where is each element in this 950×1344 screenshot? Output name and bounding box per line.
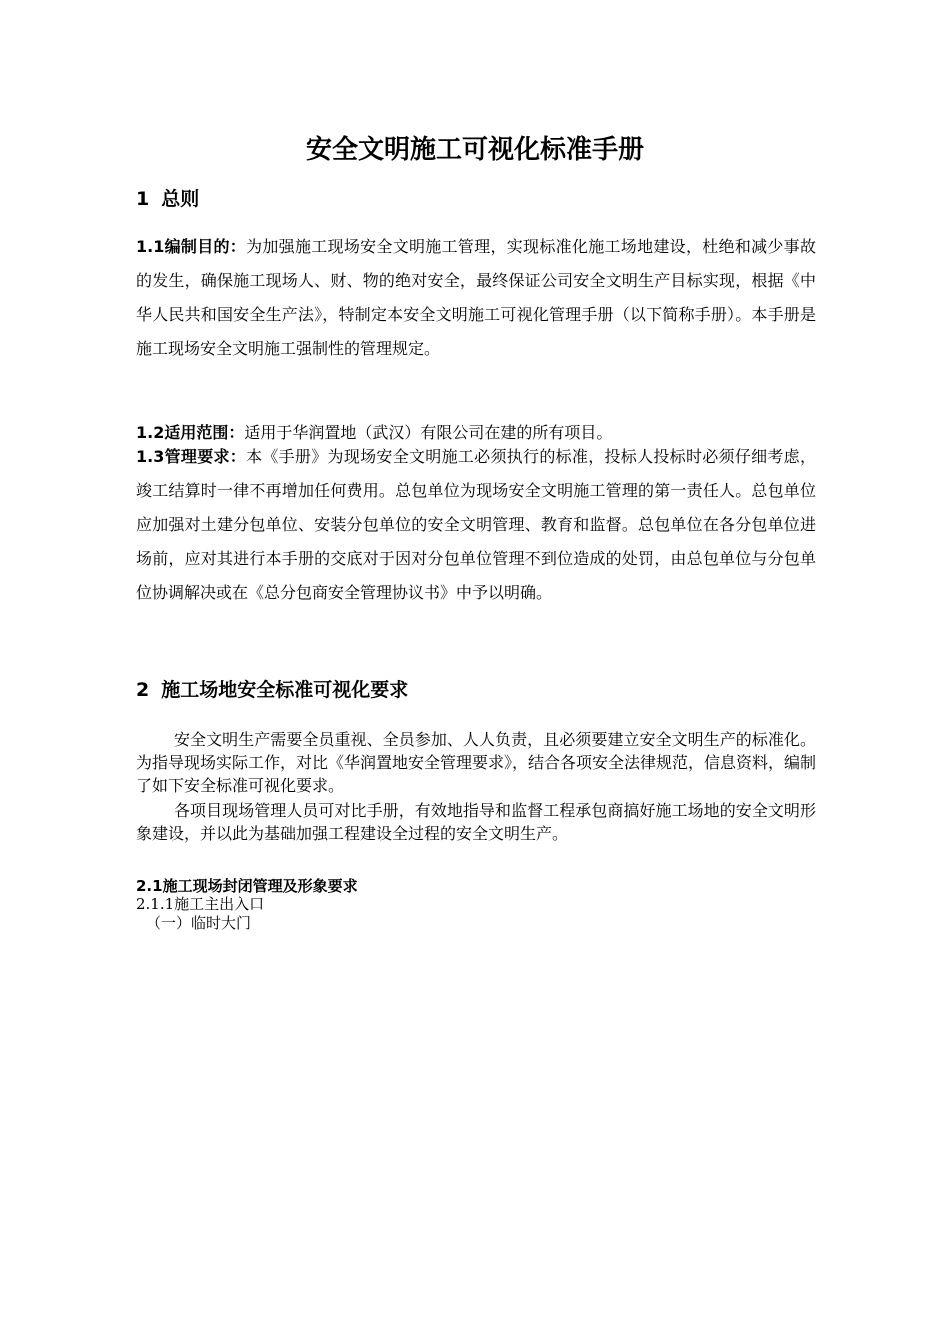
section-2-paragraph-2: 各项目现场管理人员可对比手册，有效地指导和监督工程承包商搞好施工场地的安全文明形象建设，并以此为基础加强工程建设全过程的安全文明生产。 bbox=[136, 801, 816, 843]
section-2-number: 2 bbox=[136, 679, 150, 701]
section-2-title: 施工场地安全标准可视化要求 bbox=[161, 679, 409, 701]
item-1-1-paragraph bbox=[136, 230, 816, 366]
item-1-1-label: 1.1编制目的： bbox=[136, 237, 247, 256]
document-title: 安全文明施工可视化标准手册 bbox=[305, 135, 644, 165]
item-1-2-label: 1.2适用范围： bbox=[136, 423, 245, 442]
subsection-2-1-1-heading: 2.1.1施工主出入口 bbox=[136, 895, 265, 913]
section-1-title: 总则 bbox=[161, 188, 200, 210]
item-1-3-label: 1.3管理要求： bbox=[136, 447, 247, 466]
section-2-heading bbox=[136, 676, 408, 704]
list-item-temporary-gate: （一）临时大门 bbox=[146, 914, 252, 932]
section-1-heading bbox=[136, 185, 199, 213]
item-1-3-paragraph bbox=[136, 440, 816, 610]
subsection-2-1-heading: 2.1施工现场封闭管理及形象要求 bbox=[136, 877, 358, 895]
section-2-paragraph-1: 安全文明生产需要全员重视、全员参加、人人负责，且必须要建立安全文明生产的标准化。为指导现场实际工作，对比《华润置地安全管理要求》，结合各项安全法律规范，信息资料，编制了如下安全标准可视化要求。 bbox=[136, 730, 817, 795]
item-1-2-text: 适用于华润置地（武汉）有限公司在建的所有项目。 bbox=[244, 423, 613, 442]
item-1-1-text: 为加强施工现场安全文明施工管理，实现标准化施工场地建设，杜绝和减少事故的发生，确保施工现场人、财、物的绝对安全，最终保证公司安全文明生产目标实现，根据《中华人民共和国安全生产法》，特制定本安全文明施工可视化管理手册（以下简称手册）。本手册是施工现场安全文明施工强制性的管理规定。 bbox=[136, 237, 816, 358]
item-1-3-text: 本《手册》为现场安全文明施工必须执行的标准，投标人投标时必须仔细考虑，竣工结算时一律不再增加任何费用。总包单位为现场安全文明施工管理的第一责任人。总包单位应加强对土建分包单位、安装分包单位的安全文明管理、教育和监督。总包单位在各分包单位进场前，应对其进行本手册的交底对于因对分包单位管理不到位造成的处罚，由总包单位与分包单位协调解决或在《总分包商安全管理协议书》中予以明确。 bbox=[136, 447, 816, 602]
section-1-number: 1 bbox=[136, 188, 150, 210]
